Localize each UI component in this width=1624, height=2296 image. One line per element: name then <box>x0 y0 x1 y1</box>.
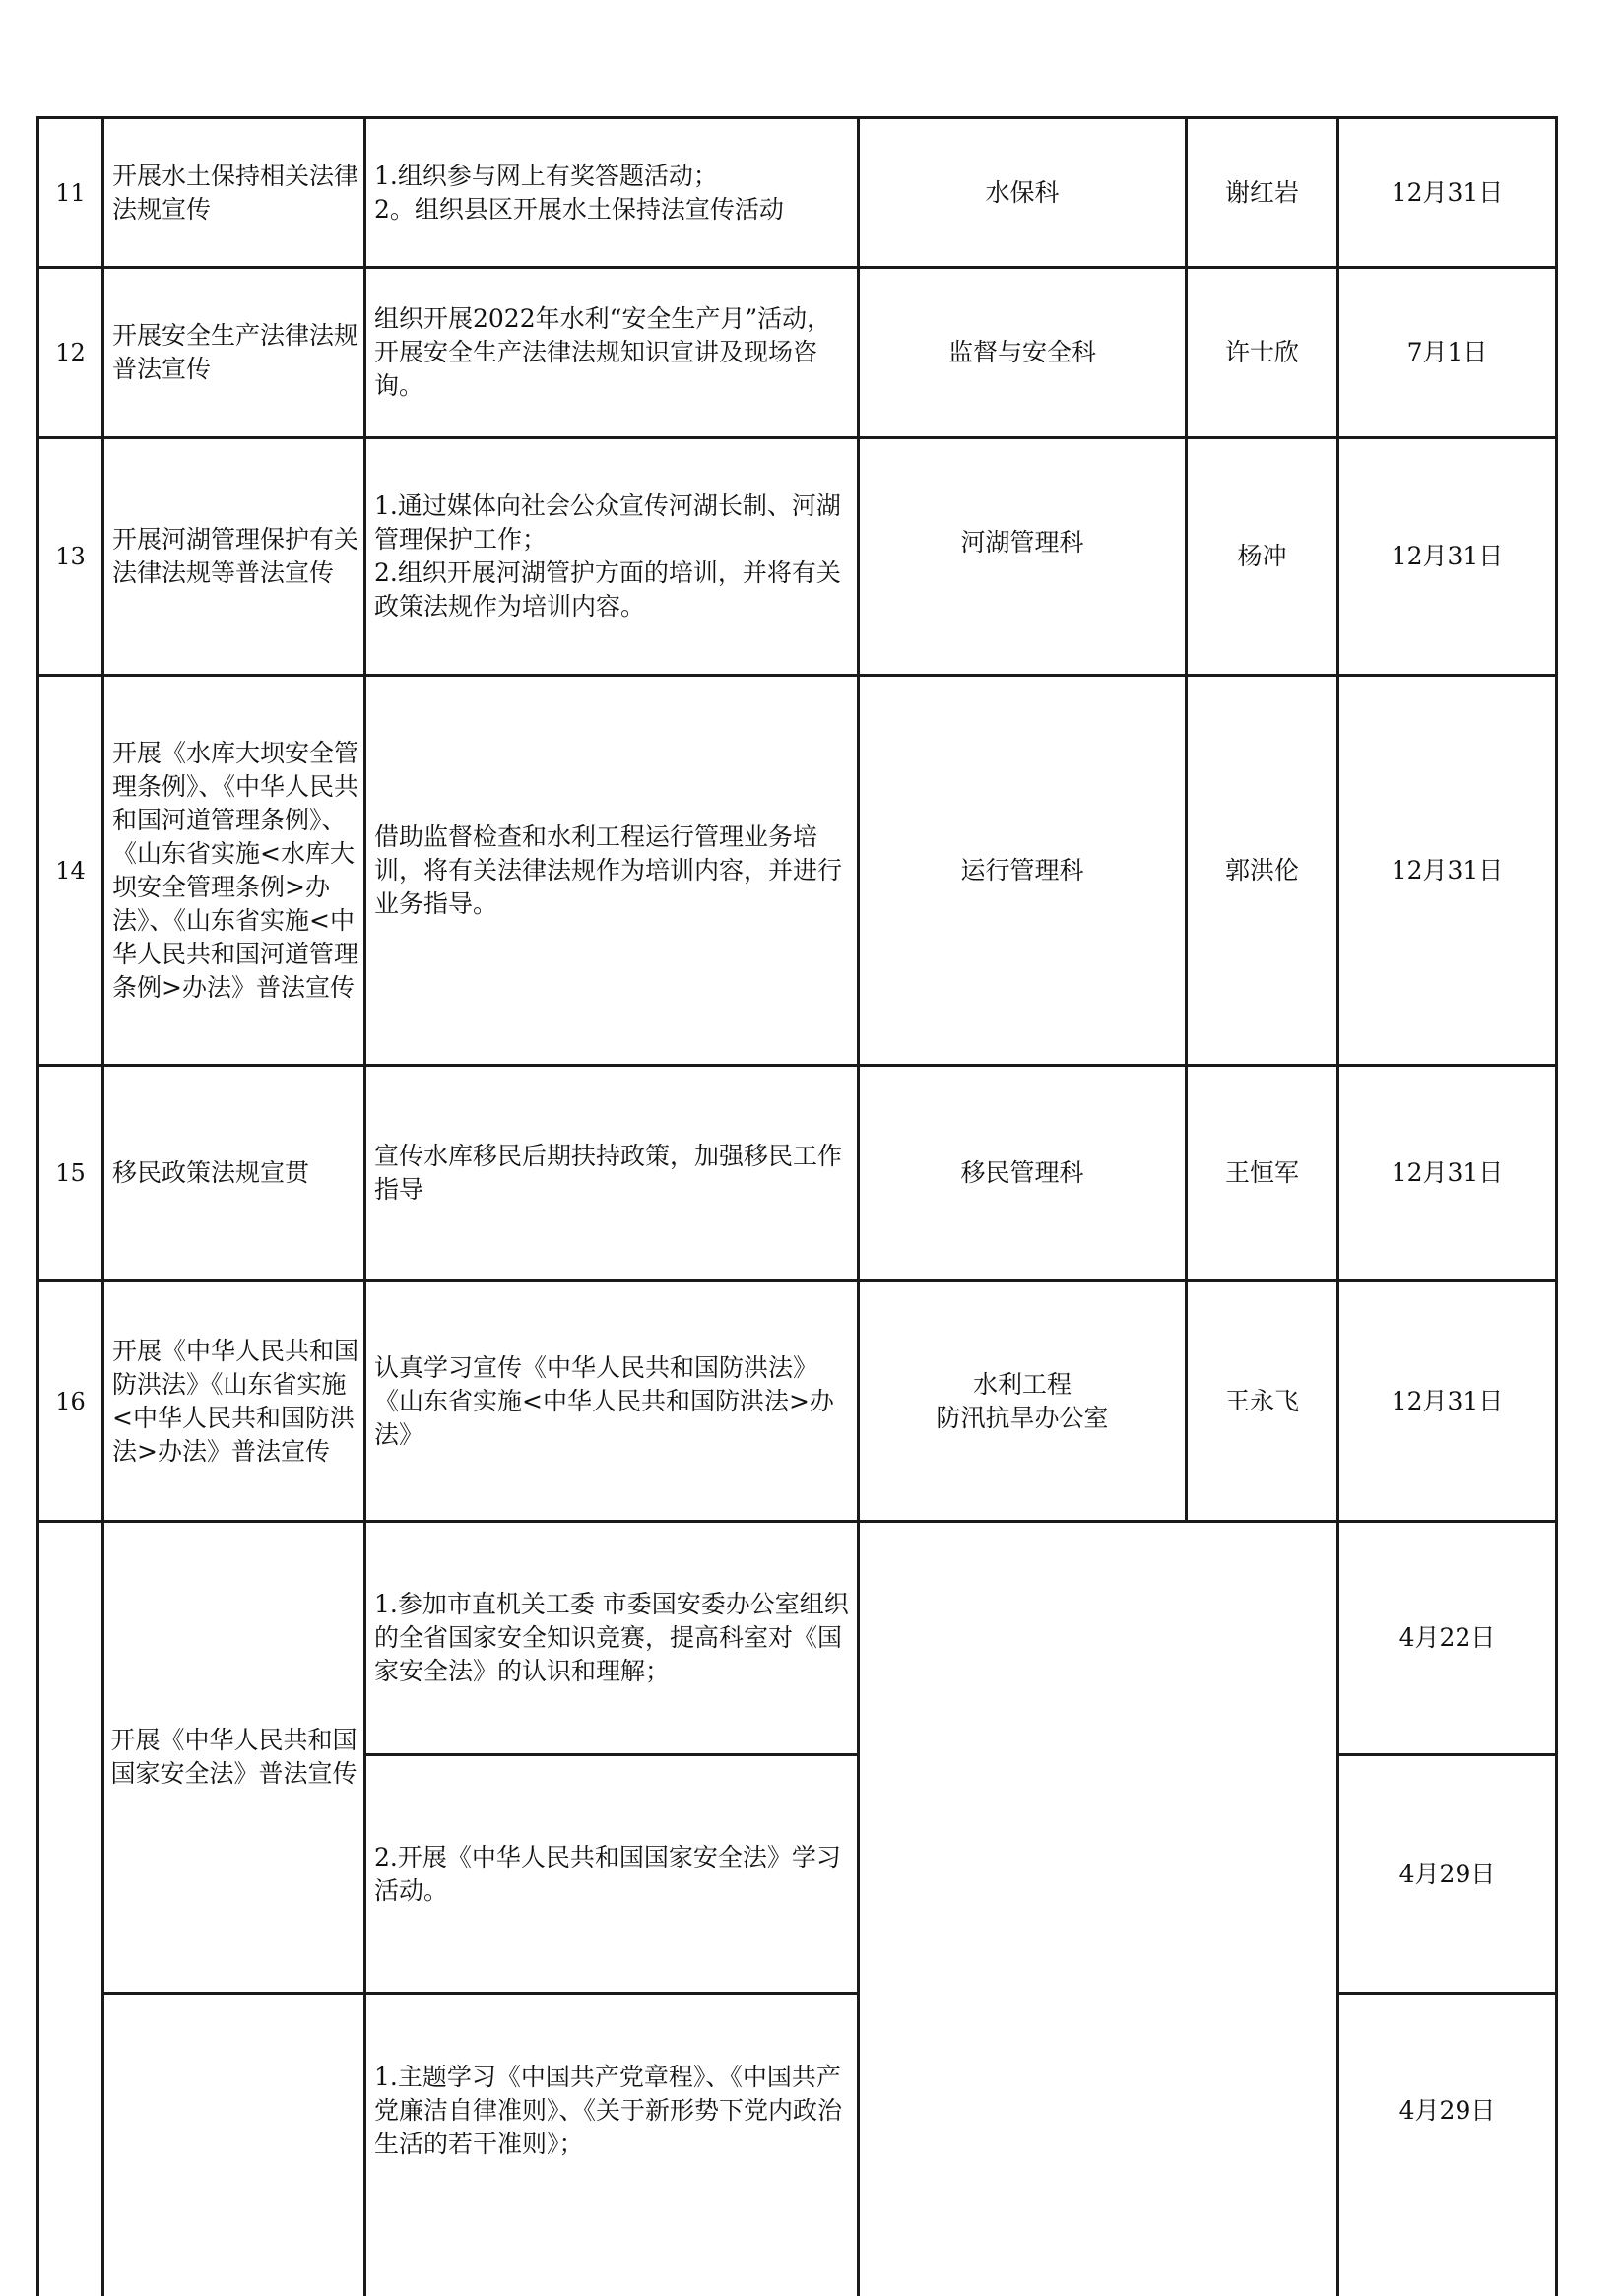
item-title: 开展《中华人民共和国国家安全法》普法宣传 <box>110 1726 357 1788</box>
row-number: 12 <box>55 339 86 366</box>
deadline: 12月31日 <box>1391 1386 1504 1415</box>
department: 监督与安全科 <box>947 338 1096 366</box>
deadline: 12月31日 <box>1391 1158 1504 1187</box>
row-number: 13 <box>55 543 86 570</box>
content-text: 2.开展《中华人民共和国国家安全法》学习活动。 <box>374 1842 841 1905</box>
responsible-person: 王永飞 <box>1224 1386 1299 1415</box>
content-text: 宣传水库移民后期扶持政策，加强移民工作指导 <box>374 1142 843 1204</box>
responsible-person: 郭洪伦 <box>1224 855 1299 885</box>
col-border-right <box>1555 116 1558 2296</box>
row-number: 15 <box>55 1159 86 1187</box>
responsible-person: 王恒军 <box>1224 1158 1299 1187</box>
row-number: 14 <box>55 856 86 885</box>
content-text: 认真学习宣传《中华人民共和国防洪法》《山东省实施<中华人民共和国防洪法>办法》 <box>374 1352 834 1449</box>
deadline: 4月29日 <box>1398 1859 1496 1888</box>
deadline: 4月29日 <box>1398 2096 1496 2125</box>
responsible-person: 许士欣 <box>1224 338 1299 366</box>
department: 运行管理科 <box>960 855 1084 885</box>
content-text: 借助监督检查和水利工程运行管理业务培训，将有关法律法规作为培训内容，并进行业务指导。 <box>374 821 843 918</box>
item-title: 开展水土保持相关法律法规宣传 <box>112 161 359 224</box>
department: 河湖管理科 <box>960 528 1084 557</box>
department: 水保科 <box>985 177 1060 207</box>
item-title: 移民政策法规宣贯 <box>112 1158 310 1187</box>
responsible-person: 杨冲 <box>1237 542 1287 570</box>
deadline: 4月22日 <box>1398 1623 1496 1652</box>
department: 水利工程 防汛抗旱办公室 <box>936 1369 1109 1432</box>
content-text: 1.参加市直机关工委 市委国安委办公室组织的全省国家安全知识竞赛，提高科室对《国家安全法》的认识和理解； <box>374 1590 849 1685</box>
content-text: 组织开展2022年水利“安全生产月”活动，开展安全生产法律法规知识宣讲及现场咨询。 <box>374 304 832 400</box>
item-title: 开展河湖管理保护有关法律法规等普法宣传 <box>112 525 359 587</box>
item-title: 开展《中华人民共和国防洪法》《山东省实施<中华人民共和国防洪法>办法》普法宣传 <box>112 1336 359 1466</box>
item-title: 开展安全生产法律法规普法宣传 <box>112 321 359 383</box>
deadline: 12月31日 <box>1391 177 1504 207</box>
content-text: 1.通过媒体向社会公众宣传河湖长制、河湖管理保护工作； 2.组织开展河湖管护方面的培训，并将有关政策法规作为培训内容。 <box>374 492 841 621</box>
row-number: 16 <box>55 1387 86 1415</box>
content-text: 1.组织参与网上有奖答题活动； 2。组织县区开展水土保持法宣传活动 <box>374 161 784 224</box>
item-title: 开展《水库大坝安全管理条例》、《中华人民共和国河道管理条例》、《山东省实施<水库大坝安全管理条例>办法》、《山东省实施<中华人民共和国河道管理条例>办法》普法宣传 <box>112 738 359 1002</box>
deadline: 7月1日 <box>1406 338 1488 366</box>
department: 移民管理科 <box>960 1158 1084 1187</box>
deadline: 12月31日 <box>1391 855 1504 885</box>
deadline: 12月31日 <box>1391 542 1504 570</box>
responsible-person: 谢红岩 <box>1224 177 1299 207</box>
row-number: 11 <box>55 178 86 207</box>
content-text: 1.主题学习《中国共产党章程》、《中国共产党廉洁自律准则》、《关于新形势下党内政治生活的若干准则》； <box>374 2063 843 2158</box>
